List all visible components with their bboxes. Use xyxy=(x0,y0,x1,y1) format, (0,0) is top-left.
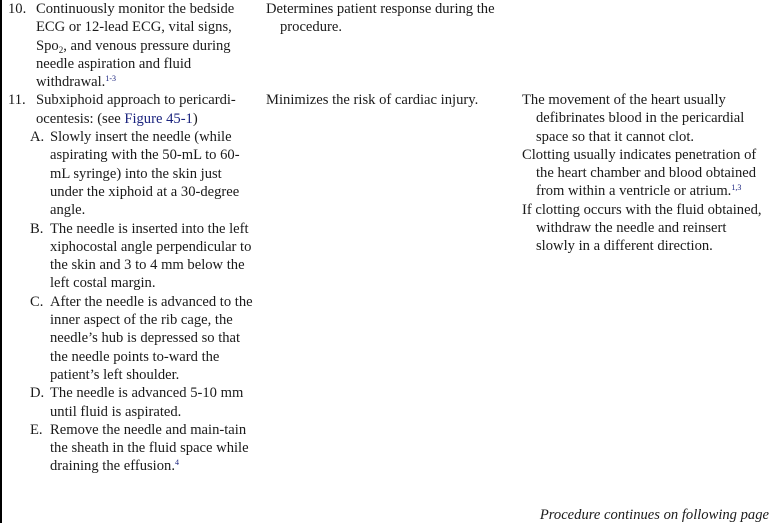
step-text: Continuously monitor the bedside ECG or 12-lead ECG, vital signs, Spo$_2$, and venous pressure during needle aspiration and fluid withdrawal.$^{1-3}$ xyxy=(36,1,235,91)
figure-link[interactable]: Figure 45-1 xyxy=(124,110,193,127)
step-number: 10. xyxy=(8,1,27,17)
steps-column xyxy=(8,0,258,476)
continuation-note: Procedure continues on following page xyxy=(539,507,769,523)
note-clotting: Clotting usually indicates penetration of the heart chamber and blood obtained from within a ventricle or atrium.$^{1,3}$ xyxy=(522,146,757,200)
substep-b: B. The needle is inserted into the left xiphocostal angle perpendicular to the skin and 3 to 4 mm below the left costal margin. xyxy=(30,220,252,292)
left-border-rule xyxy=(0,0,2,523)
note-defibrination: The movement of the heart usually defibrinates blood in the pericardial space so that it cannot clot. xyxy=(522,92,745,145)
substep-e: E. Remove the needle and main-tain the sheath in the fluid space while draining the effusion.$^4$ xyxy=(30,421,249,475)
substep-a: A. Slowly insert the needle (while aspirating with the 50-mL to 60-mL syringe) into the skin just under the xiphoid at a 30-degree angle. xyxy=(30,129,240,219)
substep-d: D. The needle is advanced 5-10 mm until fluid is aspirated. xyxy=(30,385,244,420)
rationale-step-10: Determines patient response during the procedure. xyxy=(266,1,495,36)
note-reinsert: If clotting occurs with the fluid obtained, withdraw the needle and reinsert slowly in a different direction. xyxy=(522,201,762,255)
reference[interactable]: 1,3 xyxy=(731,183,742,193)
substep-c: C. After the needle is advanced to the inner aspect of the rib cage, the needle’s hub is depressed so that the needle points to-ward the patient’s left shoulder. xyxy=(30,293,253,383)
reference[interactable]: 4 xyxy=(174,458,179,468)
step-number: 11. xyxy=(8,92,26,109)
reference[interactable]: 1-3 xyxy=(105,74,116,84)
step-10 xyxy=(8,0,258,91)
step-11 xyxy=(8,91,258,128)
rationale-step-11: Minimizes the risk of cardiac injury. xyxy=(266,92,479,108)
step-text: Subxiphoid approach to pericardi-ocentesis: (see Figure 45-1) xyxy=(36,92,236,127)
